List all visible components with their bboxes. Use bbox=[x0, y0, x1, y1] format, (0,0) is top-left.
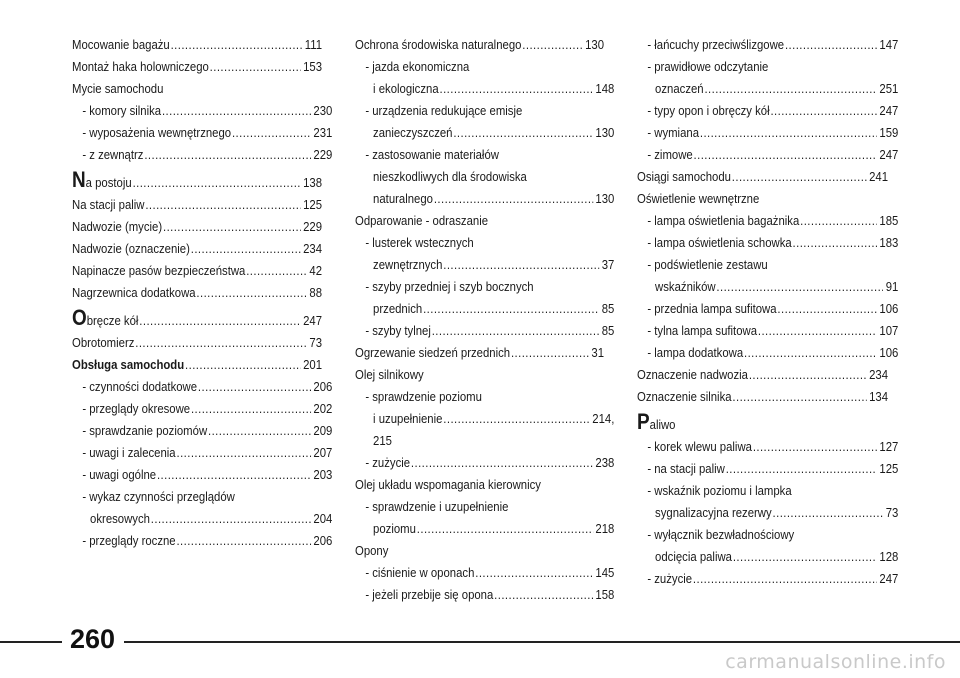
leader-dots bbox=[733, 546, 877, 568]
entry-label: Olej układu wspomagania kierownicy bbox=[355, 477, 541, 492]
entry-label: i ekologiczna bbox=[373, 81, 439, 96]
leader-dots bbox=[511, 342, 589, 364]
page-ref: 138 bbox=[303, 175, 323, 190]
entry-label: - sprawdzenie poziomu bbox=[365, 389, 482, 404]
page-ref: 206 bbox=[313, 379, 333, 394]
page-ref: 107 bbox=[879, 323, 899, 338]
index-entry bbox=[72, 486, 332, 530]
index-entry bbox=[72, 56, 322, 78]
entry-label: Oświetlenie wewnętrzne bbox=[637, 191, 760, 206]
leader-dots bbox=[208, 420, 311, 442]
index-entry bbox=[72, 78, 322, 100]
entry-label: Napinacze pasów bezpieczeństwa bbox=[72, 263, 246, 278]
entry-label: Na stacji paliw bbox=[72, 197, 145, 212]
index-entry bbox=[355, 584, 614, 606]
page-ref: 31 bbox=[591, 345, 605, 360]
page-ref: 145 bbox=[595, 565, 615, 580]
page-ref: 215 bbox=[373, 433, 392, 448]
entry-label: - prawidłowe odczytanie bbox=[647, 59, 769, 74]
entry-label: Odparowanie - odraszanie bbox=[355, 213, 489, 228]
leader-dots bbox=[198, 376, 311, 398]
page-ref: 128 bbox=[879, 549, 899, 564]
entry-label: Obrotomierz bbox=[72, 335, 135, 350]
leader-dots bbox=[793, 232, 877, 254]
index-entry bbox=[72, 216, 322, 238]
index-entry bbox=[355, 540, 604, 562]
leader-dots bbox=[411, 452, 593, 474]
leader-dots bbox=[770, 100, 876, 122]
page-ref: 85 bbox=[601, 323, 615, 338]
index-entry bbox=[637, 166, 888, 188]
page-ref: 231 bbox=[313, 125, 333, 140]
entry-label: - zastosowanie materiałów bbox=[365, 147, 499, 162]
entry-label: - lampa oświetlenia schowka bbox=[647, 235, 792, 250]
index-entry bbox=[355, 276, 614, 320]
index-entry bbox=[637, 188, 888, 210]
index-entry bbox=[637, 364, 888, 386]
page-ref: 91 bbox=[885, 279, 899, 294]
entry-label: - tylna lampa sufitowa bbox=[647, 323, 758, 338]
page-ref: 158 bbox=[595, 587, 615, 602]
page-ref: 202 bbox=[313, 401, 333, 416]
entry-label: - uwagi ogólne bbox=[82, 467, 157, 482]
index-column-2 bbox=[355, 34, 615, 606]
page-ref: 247 bbox=[879, 571, 899, 586]
page-ref: 159 bbox=[879, 125, 899, 140]
page-ref: 106 bbox=[879, 345, 899, 360]
entry-label: i uzupełnienie bbox=[373, 411, 443, 426]
leader-dots bbox=[693, 568, 877, 590]
entry-label: Osiągi samochodu bbox=[637, 169, 731, 184]
index-entry bbox=[72, 332, 322, 354]
index-entry bbox=[72, 420, 332, 442]
page-ref: 234 bbox=[869, 367, 889, 382]
leader-dots bbox=[157, 464, 311, 486]
leader-dots bbox=[753, 436, 877, 458]
leader-dots bbox=[785, 34, 877, 56]
leader-dots bbox=[151, 508, 311, 530]
entry-label: - wymiana bbox=[647, 125, 700, 140]
page-ref: 130 bbox=[595, 191, 615, 206]
page-ref: 209 bbox=[313, 423, 333, 438]
leader-dots bbox=[732, 386, 866, 408]
entry-label: - uwagi i zalecenia bbox=[82, 445, 176, 460]
entry-label: Mycie samochodu bbox=[72, 81, 164, 96]
leader-dots bbox=[246, 260, 307, 282]
index-entry bbox=[355, 496, 614, 540]
page-ref: 247 bbox=[879, 103, 899, 118]
index-entry bbox=[355, 210, 604, 232]
leader-dots bbox=[417, 518, 593, 540]
leader-dots bbox=[800, 210, 877, 232]
entry-label: - szyby przedniej i szyb bocznych bbox=[365, 279, 534, 294]
leader-dots bbox=[758, 320, 877, 342]
index-column-1 bbox=[72, 34, 333, 552]
entry-label: - sprawdzanie poziomów bbox=[82, 423, 208, 438]
entry-label: - wyłącznik bezwładnościowy bbox=[647, 527, 795, 542]
index-entry bbox=[637, 34, 898, 56]
index-entry bbox=[637, 210, 898, 232]
entry-label: Oznaczenie silnika bbox=[637, 389, 732, 404]
entry-label: naturalnego bbox=[373, 191, 433, 206]
page-ref: 148 bbox=[595, 81, 615, 96]
page-ref: 73 bbox=[885, 505, 899, 520]
index-entry bbox=[355, 562, 614, 584]
index-entry bbox=[355, 144, 614, 210]
leader-dots bbox=[439, 78, 592, 100]
entry-label: Olej silnikowy bbox=[355, 367, 424, 382]
page-number: 260 bbox=[70, 624, 116, 654]
index-entry bbox=[72, 34, 322, 56]
index-entry bbox=[72, 530, 332, 552]
entry-label: - czynności dodatkowe bbox=[82, 379, 198, 394]
page-ref: 147 bbox=[879, 37, 899, 52]
leader-dots bbox=[726, 458, 877, 480]
index-entry bbox=[637, 386, 888, 408]
page-ref: 37 bbox=[601, 257, 615, 272]
leader-dots bbox=[453, 122, 592, 144]
leader-dots bbox=[176, 530, 310, 552]
leader-dots bbox=[185, 354, 300, 376]
page-ref: 251 bbox=[879, 81, 899, 96]
index-entry bbox=[355, 386, 614, 452]
index-entry bbox=[637, 298, 898, 320]
leader-dots bbox=[443, 254, 599, 276]
entry-label: - komory silnika bbox=[82, 103, 162, 118]
index-entry bbox=[72, 398, 332, 420]
index-entry bbox=[355, 364, 604, 386]
leader-dots bbox=[432, 320, 599, 342]
leader-dots bbox=[144, 144, 311, 166]
index-entry bbox=[637, 342, 898, 364]
entry-label: - typy opon i obręczy kół bbox=[647, 103, 770, 118]
index-entry bbox=[355, 34, 604, 56]
entry-label: zanieczyszczeń bbox=[373, 125, 453, 140]
entry-label: - wskaźnik poziomu i lampka bbox=[647, 483, 792, 498]
entry-label: przednich bbox=[373, 301, 423, 316]
entry-label: Nagrzewnica dodatkowa bbox=[72, 285, 196, 300]
entry-label: Na postoju bbox=[72, 167, 132, 192]
entry-label: - sprawdzenie i uzupełnienie bbox=[365, 499, 509, 514]
entry-label: Nadwozie (mycie) bbox=[72, 219, 163, 234]
entry-label: - na stacji paliw bbox=[647, 461, 725, 476]
page-ref: 185 bbox=[879, 213, 899, 228]
entry-label: - lusterek wstecznych bbox=[365, 235, 474, 250]
entry-label: Montaż haka holowniczego bbox=[72, 59, 209, 74]
entry-label: Paliwo bbox=[637, 409, 676, 434]
page-ref: 241 bbox=[869, 169, 889, 184]
page-ref: 204 bbox=[313, 511, 333, 526]
entry-label: - zużycie bbox=[365, 455, 411, 470]
leader-dots bbox=[443, 408, 589, 430]
leader-dots bbox=[434, 188, 593, 210]
leader-dots bbox=[196, 282, 306, 304]
index-entry bbox=[72, 100, 332, 122]
page-ref: 214, bbox=[592, 411, 615, 426]
page-ref: 234 bbox=[303, 241, 323, 256]
entry-label: - lampa oświetlenia bagażnika bbox=[647, 213, 800, 228]
index-entry bbox=[72, 260, 322, 282]
entry-label: - jeżeli przebije się opona bbox=[365, 587, 494, 602]
entry-label: Obręcze kół bbox=[72, 305, 139, 330]
leader-dots bbox=[133, 172, 301, 194]
entry-label: okresowych bbox=[90, 511, 150, 526]
page-ref: 238 bbox=[595, 455, 615, 470]
leader-dots bbox=[163, 216, 301, 238]
index-entry bbox=[637, 320, 898, 342]
leader-dots bbox=[700, 122, 877, 144]
watermark: carmanualsonline.info bbox=[725, 651, 946, 673]
index-entry bbox=[72, 305, 323, 332]
leader-dots bbox=[773, 502, 884, 524]
entry-label: Ochrona środowiska naturalnego bbox=[355, 37, 522, 52]
page-ref: 183 bbox=[879, 235, 899, 250]
entry-label: Ogrzewanie siedzeń przednich bbox=[355, 345, 511, 360]
index-entry bbox=[72, 376, 332, 398]
leader-dots bbox=[716, 276, 883, 298]
entry-label: - szyby tylnej bbox=[365, 323, 431, 338]
index-entry bbox=[72, 238, 322, 260]
leader-dots bbox=[232, 122, 311, 144]
index-entry bbox=[72, 144, 332, 166]
page-ref: 106 bbox=[879, 301, 899, 316]
index-entry bbox=[355, 342, 604, 364]
leader-dots bbox=[522, 34, 582, 56]
leader-dots bbox=[704, 78, 876, 100]
entry-label: oznaczeń bbox=[655, 81, 704, 96]
leader-dots bbox=[749, 364, 867, 386]
index-entry bbox=[355, 56, 614, 100]
index-entry bbox=[72, 167, 323, 194]
page-ref: 229 bbox=[313, 147, 333, 162]
index-entry bbox=[637, 144, 898, 166]
index-entry bbox=[637, 524, 898, 568]
entry-label: sygnalizacyjna rezerwy bbox=[655, 505, 772, 520]
page-ref: 247 bbox=[303, 313, 323, 328]
leader-dots bbox=[777, 298, 876, 320]
index-entry bbox=[637, 122, 898, 144]
page-ref: 207 bbox=[313, 445, 333, 460]
entry-label: odcięcia paliwa bbox=[655, 549, 732, 564]
page-ref: 203 bbox=[313, 467, 333, 482]
page-ref: 125 bbox=[879, 461, 899, 476]
index-column-3 bbox=[637, 34, 899, 590]
page-ref: 218 bbox=[595, 521, 615, 536]
entry-label: - przeglądy roczne bbox=[82, 533, 176, 548]
leader-dots bbox=[694, 144, 877, 166]
entry-label: - przeglądy okresowe bbox=[82, 401, 191, 416]
index-entry bbox=[72, 194, 322, 216]
index-entry bbox=[355, 232, 614, 276]
page-ref: 153 bbox=[303, 59, 323, 74]
leader-dots bbox=[145, 194, 300, 216]
page-ref: 130 bbox=[595, 125, 615, 140]
entry-label: Nadwozie (oznaczenie) bbox=[72, 241, 190, 256]
index-entry bbox=[637, 254, 898, 298]
entry-label: nieszkodliwych dla środowiska bbox=[373, 169, 527, 184]
leader-dots bbox=[423, 298, 599, 320]
page-ref: 42 bbox=[309, 263, 323, 278]
leader-dots bbox=[744, 342, 877, 364]
page-ref: 247 bbox=[879, 147, 899, 162]
entry-label: - zużycie bbox=[647, 571, 693, 586]
index-entry bbox=[72, 282, 322, 304]
entry-label: Oznaczenie nadwozia bbox=[637, 367, 748, 382]
index-entry bbox=[637, 458, 898, 480]
page-ref: 206 bbox=[313, 533, 333, 548]
index-entry bbox=[637, 100, 898, 122]
index-entry bbox=[355, 452, 614, 474]
leader-dots bbox=[191, 238, 301, 260]
leader-dots bbox=[139, 310, 300, 332]
index-entry bbox=[637, 56, 898, 100]
leader-dots bbox=[475, 562, 593, 584]
index-entry bbox=[637, 436, 898, 458]
index-entry bbox=[637, 409, 888, 436]
entry-label: - zimowe bbox=[647, 147, 693, 162]
entry-label: wskaźników bbox=[655, 279, 716, 294]
page-ref: 85 bbox=[601, 301, 615, 316]
index-entry bbox=[72, 464, 332, 486]
leader-dots bbox=[732, 166, 867, 188]
page-ref: 125 bbox=[303, 197, 323, 212]
footer-rule bbox=[0, 641, 960, 643]
entry-label: - wyposażenia wewnętrznego bbox=[82, 125, 232, 140]
page-ref: 88 bbox=[309, 285, 323, 300]
index-entry bbox=[637, 480, 898, 524]
page-ref: 111 bbox=[304, 37, 323, 52]
index-entry bbox=[72, 354, 322, 376]
page-ref: 201 bbox=[303, 357, 323, 372]
entry-label: Mocowanie bagażu bbox=[72, 37, 170, 52]
index-entry bbox=[355, 320, 614, 342]
entry-label: - jazda ekonomiczna bbox=[365, 59, 470, 74]
leader-dots bbox=[162, 100, 311, 122]
entry-label: - lampa dodatkowa bbox=[647, 345, 744, 360]
entry-label: Obsługa samochodu bbox=[72, 357, 185, 372]
leader-dots bbox=[135, 332, 307, 354]
entry-label: - łańcuchy przeciwślizgowe bbox=[647, 37, 785, 52]
leader-dots bbox=[494, 584, 593, 606]
page-ref: 134 bbox=[869, 389, 889, 404]
page-ref: 127 bbox=[879, 439, 899, 454]
entry-label: zewnętrznych bbox=[373, 257, 443, 272]
entry-label: - przednia lampa sufitowa bbox=[647, 301, 777, 316]
index-entry bbox=[355, 474, 604, 496]
page-ref: 230 bbox=[313, 103, 333, 118]
entry-label: - wykaz czynności przeglądów bbox=[82, 489, 235, 504]
entry-label: - korek wlewu paliwa bbox=[647, 439, 752, 454]
entry-label: - podświetlenie zestawu bbox=[647, 257, 768, 272]
entry-label: - urządzenia redukujące emisje bbox=[365, 103, 523, 118]
leader-dots bbox=[191, 398, 311, 420]
index-entry bbox=[72, 122, 332, 144]
entry-label: - z zewnątrz bbox=[82, 147, 144, 162]
entry-label: Opony bbox=[355, 543, 389, 558]
index-entry bbox=[355, 100, 614, 144]
page-ref: 130 bbox=[585, 37, 605, 52]
page-ref: 73 bbox=[309, 335, 323, 350]
leader-dots bbox=[176, 442, 310, 464]
leader-dots bbox=[171, 34, 303, 56]
page-ref: 229 bbox=[303, 219, 323, 234]
index-entry bbox=[637, 568, 898, 590]
index-entry bbox=[637, 232, 898, 254]
index-entry bbox=[72, 442, 332, 464]
entry-label: poziomu bbox=[373, 521, 416, 536]
entry-label: - ciśnienie w oponach bbox=[365, 565, 475, 580]
leader-dots bbox=[210, 56, 301, 78]
